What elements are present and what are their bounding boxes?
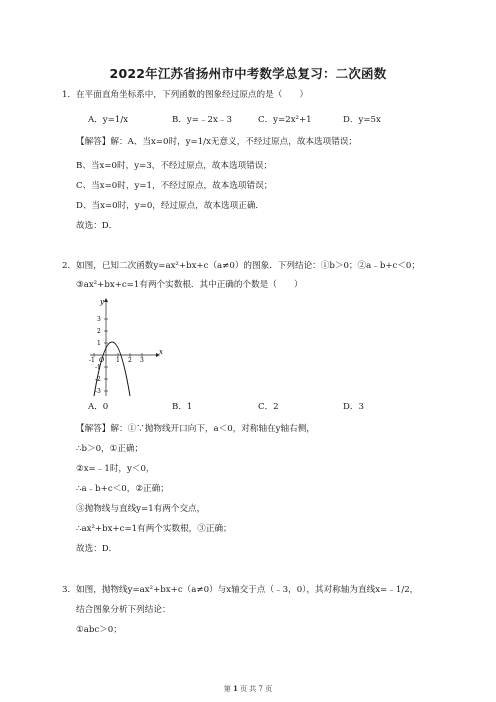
x-tick-label: 3 — [140, 357, 144, 364]
y-tick-label: -2 — [95, 376, 101, 383]
y-tick-label: -3 — [95, 388, 101, 395]
text-line-q1: 1．在平面直角坐标系中，下列函数的图象经过原点的是（ ） — [62, 90, 309, 100]
text-line-q2: 2．如图，已知二次函数y=ax²+bx+c（a≠0）的图象．下列结论：①b＞0；②a﹣b+c＜0； — [62, 261, 420, 271]
y-tick-label: 2 — [97, 328, 101, 335]
text-line-q3b: 结合图象分析下列结论： — [76, 605, 171, 615]
q2-options-d: D．3 — [343, 402, 364, 412]
footer-pre: 第 — [223, 685, 231, 693]
q2-options-b: B．1 — [172, 402, 193, 412]
text-line-q2-a2: ∴b＞0，①正确； — [76, 444, 144, 454]
footer-page-number: 1 — [232, 684, 238, 693]
text-line-q1-a3: C、当x=0时，y=1，不经过原点，故本选项错误； — [76, 181, 273, 191]
text-line-q3c: ①abc＞0； — [76, 625, 122, 635]
text-line-q2-a5: ③抛物线与直线y=1有两个交点， — [76, 504, 206, 514]
parabola-graph — [86, 296, 166, 400]
q2-options-a: A．0 — [88, 402, 109, 412]
text-line-q2-a1: 【解答】解：①∵抛物线开口向下，a＜0，对称轴在y轴右侧， — [76, 424, 315, 434]
text-line-q3: 3．如图，抛物线y=ax²+bx+c（a≠0）与x轴交于点（﹣3，0），其对称轴为直线x=﹣1/2， — [62, 585, 419, 595]
page-footer — [0, 684, 496, 694]
q1-options-b: B．y=﹣2x﹣3 — [172, 115, 232, 125]
y-tick-label: 3 — [97, 316, 101, 323]
text-line-q1-a4: D、当x=0时，y=0，经过原点，故本选项正确． — [76, 201, 265, 211]
q1-options-d: D．y=5x — [343, 115, 381, 125]
text-line-q2-a7: 故选：D． — [76, 544, 118, 554]
x-tick-label: -1 — [89, 357, 95, 364]
y-axis-arrow — [104, 298, 108, 302]
text-line-q2-a4: ∴a﹣b+c＜0，②正确； — [76, 484, 169, 494]
text-line-q2-a3: ②x=﹣1时，y＜0， — [76, 464, 155, 474]
y-tick-label: 1 — [97, 340, 101, 347]
x-tick-label: 1 — [116, 357, 120, 364]
origin-label: O — [99, 356, 105, 364]
q1-options-a: A．y=1/x — [88, 115, 129, 125]
text-line-q1-a1: 【解答】解：A、当x=0时，y=1/x无意义，不经过原点，故本选项错误； — [76, 137, 358, 147]
document-title: 2022年江苏省扬州市中考数学总复习：二次函数 — [109, 66, 387, 81]
x-axis-label: x — [159, 348, 163, 356]
q2-options-c: C．2 — [258, 402, 279, 412]
text-line-q1-a5: 故选：D． — [76, 221, 118, 231]
text-line-q2-a6: ∴ax²+bx+c=1有两个实数根，③正确； — [76, 524, 232, 534]
footer-total-pages: 7 — [258, 685, 264, 693]
q1-options-c: C．y=2x²+1 — [258, 115, 312, 125]
y-tick-label: -1 — [95, 364, 101, 371]
footer-mid: 页 共 — [240, 685, 257, 693]
text-line-q1-a2: B、当x=0时，y=3，不经过原点，故本选项错误； — [76, 161, 273, 171]
y-axis-label: y — [100, 298, 104, 306]
x-tick-label: 2 — [128, 357, 132, 364]
text-line-q2b: ③ax²+bx+c=1有两个实数根．其中正确的个数是（ ） — [76, 280, 303, 290]
footer-post: 页 — [265, 685, 273, 693]
